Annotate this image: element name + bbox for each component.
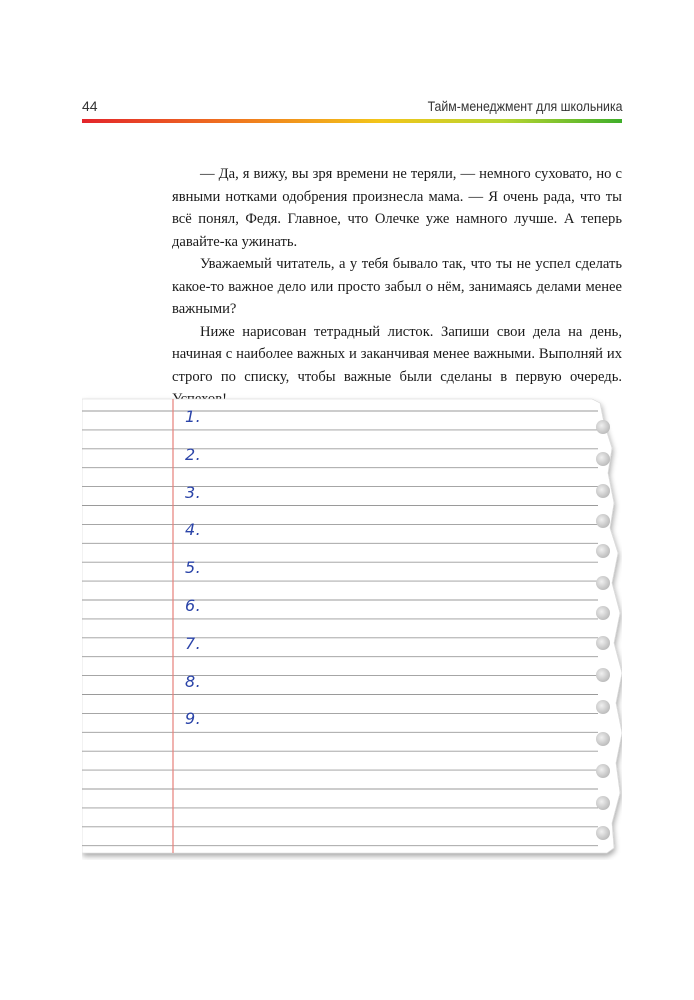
paragraph: Уважаемый читатель, а у тебя бывало так, что ты не успел сделать какое-то важное дело или просто забыл о нём, занимаясь делами менее важными?	[172, 256, 622, 317]
punch-hole	[596, 796, 610, 810]
item-number: 5.	[185, 558, 202, 578]
paragraph: Ниже нарисован тетрадный листок. Запиши свои дела на день, начиная с наиболее важных и заканчивая менее важными. Выполняй их строго по списку, чтобы важные были сделаны в первую очередь.	[172, 323, 622, 385]
item-number: 6.	[185, 596, 202, 615]
page-number: 44	[82, 98, 98, 114]
punch-hole	[596, 420, 610, 434]
punch-hole	[596, 764, 610, 778]
item-number: 9.	[185, 709, 202, 729]
punch-hole	[596, 484, 610, 498]
paragraph: — Да, я вижу, вы зря времени не теряли, — немного суховато, но с явными нотками одобрения произнесла мама. — Я очень рада, что ты всё понял, Федя. Главное, что Олечке уже намного лучше. А теперь давайте-ка ужинать.	[172, 166, 622, 250]
body-text	[172, 163, 622, 411]
punch-hole	[596, 732, 610, 746]
punch-hole	[596, 700, 610, 714]
punch-hole	[596, 544, 610, 558]
punch-hole	[596, 826, 610, 840]
item-number: 4.	[185, 520, 202, 540]
notebook-sheet	[82, 393, 622, 860]
notebook-sheet-drawing	[82, 393, 622, 860]
item-number: 3.	[185, 482, 202, 502]
page-header	[82, 98, 622, 120]
punch-hole	[596, 668, 610, 682]
punch-hole	[596, 576, 610, 590]
punch-hole	[596, 606, 610, 620]
item-number: 7.	[185, 633, 202, 653]
item-number: 2.	[185, 444, 202, 464]
item-number: 8.	[185, 671, 202, 691]
punch-hole	[596, 514, 610, 528]
running-title: Тайм-менеджмент для школьника	[427, 98, 622, 114]
header-gradient-rule	[82, 119, 622, 123]
paper-outline	[82, 399, 622, 853]
item-number: 1.	[185, 407, 202, 426]
punch-hole	[596, 636, 610, 650]
punch-hole	[596, 452, 610, 466]
